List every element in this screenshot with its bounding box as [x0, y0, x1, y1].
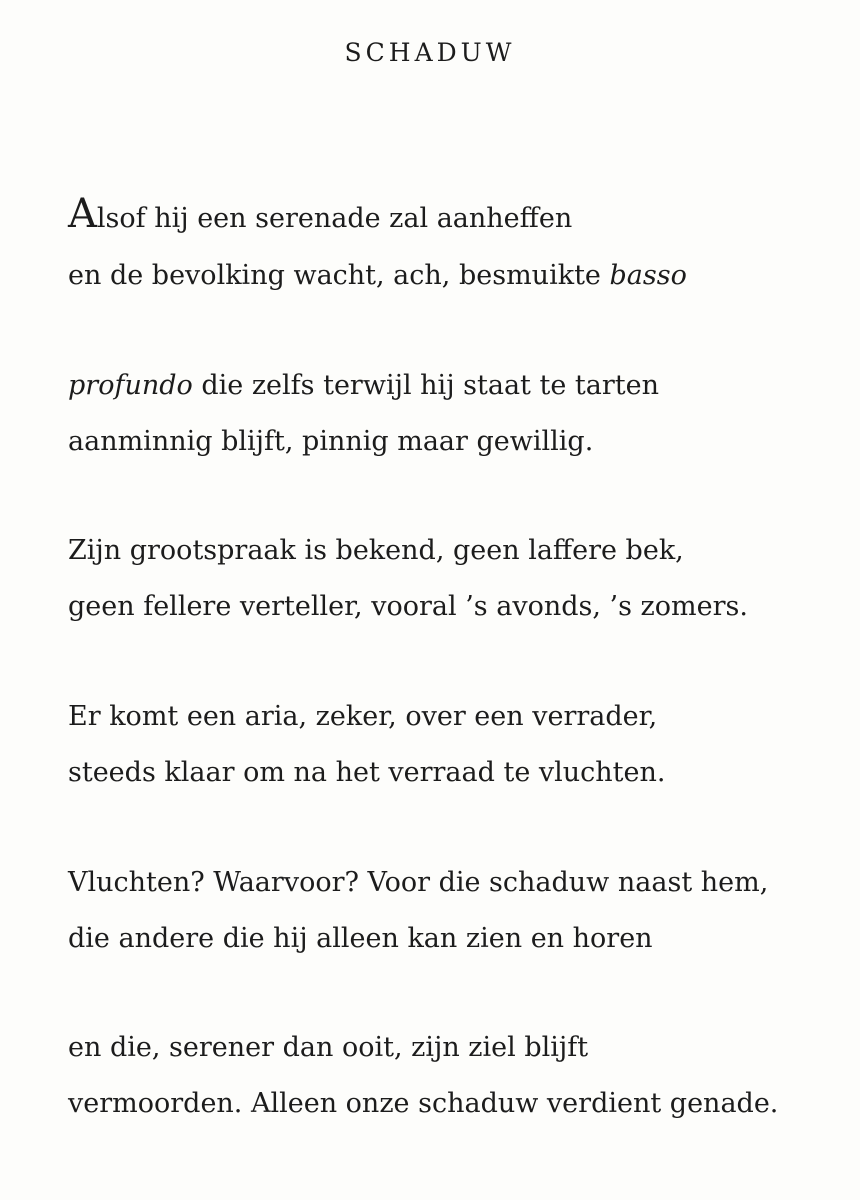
poem-line: geen fellere verteller, vooral ’s avonds, ’s zomers.: [68, 591, 748, 622]
poem-line: en die, serener dan ooit, zijn ziel blijft: [68, 1032, 589, 1063]
drop-cap: A: [68, 191, 97, 237]
line-text: die zelfs terwijl hij staat te tarten: [192, 370, 659, 401]
poem-line: vermoorden. Alleen onze schaduw verdient genade.: [68, 1088, 779, 1119]
poem-title: SCHADUW: [344, 38, 516, 67]
poem-line: [68, 372, 659, 399]
line-text: en de bevolking wacht, ach, besmuikte: [68, 260, 610, 291]
poem-line: Vluchten? Waarvoor? Voor die schaduw naast hem,: [68, 867, 769, 898]
poem-line: aanminnig blijft, pinnig maar gewillig.: [68, 426, 594, 457]
italic-word: profundo: [68, 370, 193, 401]
poem-line: die andere die hij alleen kan zien en horen: [68, 923, 653, 954]
poem-line: [68, 191, 573, 237]
italic-word: basso: [609, 260, 687, 291]
poem-line: Zijn grootspraak is bekend, geen laffere bek,: [68, 535, 684, 566]
poem-line: Er komt een aria, zeker, over een verrader,: [68, 701, 658, 732]
poem-line: steeds klaar om na het verraad te vluchten.: [68, 757, 666, 788]
line-text: lsof hij een serenade zal aanheffen: [96, 203, 573, 234]
poem-line: [68, 262, 687, 289]
